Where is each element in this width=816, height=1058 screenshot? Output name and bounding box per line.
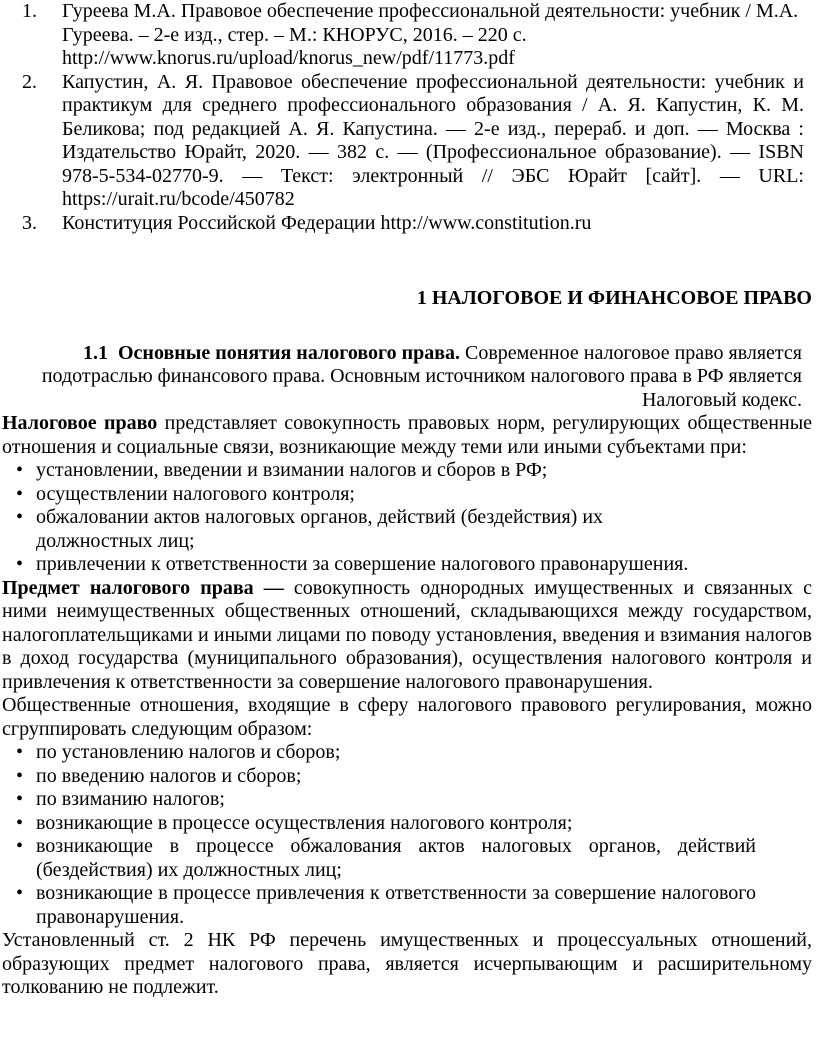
list-item-text: осуществлении налогового контроля; xyxy=(36,482,355,505)
bullet-icon: • xyxy=(16,459,24,481)
reference-item xyxy=(0,212,812,236)
definition-term: Налоговое право xyxy=(2,412,158,434)
list-item xyxy=(0,812,812,836)
list-item-text: по установлению налогов и сборов; xyxy=(36,741,341,763)
list-item-text: установлении, введении и взимании налогов и сборов в РФ; xyxy=(36,459,548,481)
reference-number: 3. xyxy=(22,211,37,234)
closing-paragraph: Установленный ст. 2 НК РФ перечень имущественных и процессуальных отношений, образующих предмет налогового права, является исчерпывающим и расширительному толкованию не подлежит. xyxy=(2,929,812,998)
bullet-icon: • xyxy=(16,764,24,787)
list-item xyxy=(0,765,812,789)
subject-paragraph xyxy=(0,577,812,695)
list-item-text: обжаловании актов налоговых органов, действий (бездействия) их должностных лиц; xyxy=(36,506,604,552)
section-title: 1 НАЛОГОВОЕ И ФИНАНСОВОЕ ПРАВО xyxy=(416,287,812,309)
subject-text: совокупность однородных имущественных и связанных с ними неимущественных общественных отношений, складывающихся между государством, налогоплательщиками и иными лицами по поводу установления, введения и взимания налогов в доход государства (муниципального образования), осуществления налогового контроля и привлечения к ответственности за совершение налогового правонарушения. xyxy=(2,576,813,693)
list-item-text: возникающие в процессе привлечения к ответственности за совершение налогового правонарушения. xyxy=(36,882,756,928)
definition-text: представляет совокупность правовых норм, регулирующих общественные отношения и социальные связи, возникающие между теми или иными субъектами при: xyxy=(2,412,813,458)
list-item xyxy=(0,506,812,553)
list-item xyxy=(0,483,812,507)
list-item xyxy=(0,459,812,483)
reference-text: Гуреева М.А. Правовое обеспечение профессиональной деятельности: учебник / М.А. Гуреева. – 2-е изд., стер. – М.: КНОРУС, 2016. – 220 с. http://www.knorus.ru/upload/knorus_new/pdf/11773.pdf xyxy=(62,0,799,69)
bullet-icon: • xyxy=(16,835,24,857)
bullet-icon: • xyxy=(16,553,24,575)
reference-item xyxy=(0,71,812,212)
bullet-icon: • xyxy=(16,811,24,834)
grouping-paragraph: Общественные отношения, входящие в сферу налогового правового регулирования, можно сгруппировать следующим образом: xyxy=(2,694,812,740)
subject-term: Предмет налогового права — xyxy=(2,576,284,599)
reference-text: Капустин, А. Я. Правовое обеспечение профессиональной деятельности: учебник и практикум для среднего профессионального образования / А. Я. Капустин, К. М. Беликова; под редакцией А. Я. Капустина. — 2-е изд., перераб. и доп. — Москва : Издательство Юрайт, 2020. — 382 с. — (Профессиональное образование). — ISBN 978-5-534-02770-9. — Текст: электронный // ЭБС Юрайт [сайт]. — URL: https://urait.ru/bcode/450782 xyxy=(62,70,804,210)
bullet-icon: • xyxy=(16,506,24,528)
subsection-number: 1.1 xyxy=(83,341,108,364)
list-item xyxy=(0,835,812,882)
bullet-icon: • xyxy=(16,482,24,505)
list-item-text: привлечении к ответственности за совершение налогового правонарушения. xyxy=(36,553,689,575)
bullet-icon: • xyxy=(16,882,24,904)
reference-item xyxy=(0,0,812,71)
bullet-list xyxy=(0,459,812,577)
list-item-text: по взиманию налогов; xyxy=(36,788,225,810)
list-item-text: возникающие в процессе обжалования актов налоговых органов, действий (бездействия) их должностных лиц; xyxy=(36,835,756,881)
definition-paragraph xyxy=(0,412,812,459)
list-item-text: по введению налогов и сборов; xyxy=(36,764,302,787)
bullet-icon: • xyxy=(16,788,24,810)
list-item xyxy=(0,741,812,765)
subsection-heading xyxy=(0,342,812,413)
bullet-icon: • xyxy=(16,741,24,763)
reference-text: Конституция Российской Федерации http://www.constitution.ru xyxy=(62,211,592,234)
list-item xyxy=(0,553,812,577)
list-item xyxy=(0,788,812,812)
subsection-intro: Современное налоговое право является подотраслью финансового права. Основным источником налогового права в РФ является Налоговый кодекс. xyxy=(41,341,802,411)
subsection-title: Основные понятия налогового права. xyxy=(118,341,461,364)
reference-number: 2. xyxy=(22,70,37,93)
list-item xyxy=(0,882,812,929)
reference-list xyxy=(0,0,812,235)
list-item-text: возникающие в процессе осуществления налогового контроля; xyxy=(36,811,573,834)
reference-number: 1. xyxy=(22,0,37,22)
bullet-list xyxy=(0,741,812,929)
